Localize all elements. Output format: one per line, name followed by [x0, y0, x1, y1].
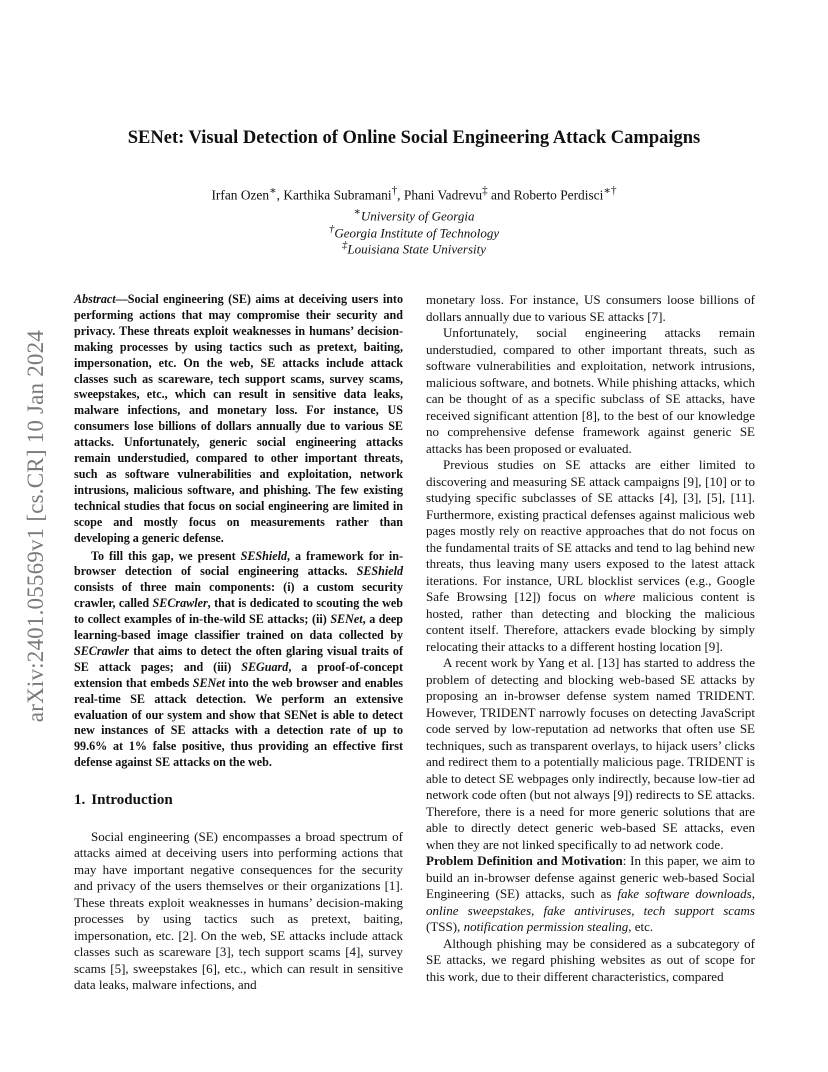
system-name: SECrawler — [152, 596, 208, 611]
section-number: 1. — [74, 792, 86, 809]
right-column — [426, 292, 755, 985]
body-text: , — [531, 902, 544, 918]
body-paragraph: A recent work by Yang et al. [13] has started to address the problem of detecting and blocking web-based SE attacks by proposing an in-browser defense system named TRIDENT. However, TRIDENT narrowly focuses on detecting JavaScript code served by low-reputation ad networks that often use SE techniques, such as transparent overlays, to hijack users’ clicks and redirect them to a potentially malicious page. TRIDENT is able to detect SE webpages only indirectly, because low-tier ad network code often (but not always [9]) redirects to SE attacks. Therefore, there is a need for more generic solutions that are able to directly detect generic web-based SE attacks, even when they are not linked specifically to ad network code. — [426, 655, 755, 852]
section-title: Introduction — [91, 792, 173, 809]
emphasis: fake antiviruses — [543, 902, 632, 918]
abstract-paragraph — [74, 292, 403, 547]
author-name: Irfan Ozen — [211, 187, 270, 203]
abstract-label: Abstract — [74, 292, 116, 306]
affiliation-name: Louisiana State University — [347, 241, 487, 257]
affiliation — [0, 221, 828, 238]
author-name: Roberto Perdisci — [513, 187, 604, 203]
affiliation — [0, 237, 828, 257]
body-paragraph — [426, 853, 755, 936]
paper-title: SENet: Visual Detection of Online Social Engineering Attack Campaigns — [127, 128, 701, 148]
left-column — [74, 292, 403, 994]
body-paragraph — [426, 457, 755, 655]
system-name: SEShield — [356, 564, 403, 579]
section-heading — [74, 792, 403, 809]
affiliation-name: University of Georgia — [360, 208, 475, 224]
author-list: Irfan Ozen∗, Karthika Subramani†, Phani Vadrevu‡ and Roberto Perdisci∗† — [211, 185, 617, 203]
body-text: : In this paper, we aim to build an in-browser defense against generic web-based Social Engineering (SE) attacks, such as — [426, 853, 755, 901]
emphasis: tech support scams — [643, 902, 755, 918]
abstract — [74, 292, 403, 771]
body-paragraph: monetary loss. For instance, US consumers loose billions of dollars annually due to various SE attacks [7]. — [426, 292, 755, 324]
body-paragraph: Although phishing may be considered as a subcategory of SE attacks, we regard phishing websites as out of scope for this work, due to their different characteristics, compared — [426, 935, 755, 984]
abstract-text: To fill this gap, we present — [91, 548, 241, 563]
author-name: Karthika Subramani — [283, 187, 392, 203]
body-text: (TSS), — [426, 919, 464, 934]
abstract-text: —Social engineering (SE) aims at deceiving users into performing actions that may compromise their security and privacy. These threats exploit weaknesses in humans’ decision-making processes by using tactics such as pretext, baiting, impersonation, etc. On the web, SE attacks include attack classes such as scareware, tech support scams, survey scams, sweepstakes, etc., which can result in sensitive data leaks, malware infections, and monetary loss. For instance, US consumers lose billions of dollars annually due to various SE attacks. Unfortunately, generic social engineering attacks remain understudied, compared to other important threats, such as software vulnerabilities and exploitation, network intrusions, malicious software, and phishing. The few existing technical studies that focus on social engineering are limited in scope and mostly focus on measurements rather than developing a generic defense. — [74, 292, 403, 545]
arxiv-sidebar-stamp — [22, 292, 50, 760]
abstract-text: , a proof-of-concept extension that embeds — [74, 659, 403, 690]
affiliation-mark: ∗ — [353, 206, 361, 218]
body-text: , — [631, 902, 644, 918]
author-mark: ∗ — [269, 185, 277, 197]
emphasis: fake software downloads — [617, 886, 752, 901]
body-text: , etc. — [628, 919, 654, 934]
abstract-text: , a deep learning-based image classifier trained on data collected by — [74, 612, 403, 643]
affiliation-mark: † — [328, 222, 335, 235]
author-mark: † — [391, 185, 398, 197]
paragraph-heading: Problem Definition and Motivation — [426, 853, 623, 868]
system-name: SEShield — [240, 548, 288, 563]
affiliation — [0, 204, 828, 224]
author-conjunction: and — [487, 187, 514, 203]
affiliation-list — [0, 204, 828, 257]
abstract-paragraph — [74, 549, 403, 772]
affiliation-name: Georgia Institute of Technology — [334, 224, 500, 240]
emphasis: online sweepstakes — [426, 902, 532, 918]
body-paragraph: Unfortunately, social engineering attacks remain understudied, compared to other important threats, such as software vulnerabilities and exploitation, network intrusions, malicious software, and botnets. While phishing attacks, which can be thought of as a specific subclass of SE attacks, have received significant attention [8], to the best of our knowledge no comprehensive defense framework against generic SE attacks has been proposed or evaluated. — [426, 325, 755, 456]
arxiv-identifier: arXiv:2401.05569v1 [cs.CR] 10 Jan 2024 — [23, 329, 48, 723]
emphasis: where — [603, 589, 636, 604]
abstract-text: consists of three main components: (i) a custom security crawler, called — [74, 580, 403, 611]
emphasis: notification permission stealing — [463, 919, 629, 934]
system-name: SENet — [192, 675, 226, 690]
affiliation-mark: ‡ — [341, 239, 348, 251]
system-name: SENet — [330, 612, 363, 627]
author-mark: ‡ — [482, 185, 488, 197]
body-text: malicious content is hosted, rather than detecting and blocking the malicious content itself. Therefore, attackers evade blocking by simply relocating their attacks to a different hosting location [9]. — [426, 589, 755, 654]
body-text: , — [751, 886, 755, 901]
abstract-text: into the web browser and enables real-time SE attack detection. We perform an extensive evaluation of our system and show that SENet is able to detect new instances of SE attacks with a detection rate of up to 99.6% at 1% false positive, thus providing an effective first defense against SE attacks on the web. — [74, 675, 403, 770]
abstract-text: , a framework for in-browser detection of social engineering attacks. — [74, 548, 403, 579]
abstract-text: , that is dedicated to scouting the web to collect examples of in-the-wild SE attacks; (ii) — [74, 596, 403, 627]
author-mark: ∗† — [603, 185, 617, 197]
body-paragraph: Social engineering (SE) encompasses a broad spectrum of attacks aimed at deceiving users into performing actions that may have important negative consequences for the security and privacy of the users themselves or their organizations [1]. These threats exploit weaknesses in humans’ decision-making processes by using tactics such as pretext, baiting, impersonation, etc. [2]. On the web, SE attacks include attack classes such as scareware [3], tech support scams [4], survey scams [5], sweepstakes [6], etc., which can result in sensitive data leaks, malware infections, and — [74, 828, 403, 993]
author-name: Phani Vadrevu — [403, 187, 483, 203]
abstract-text: that aims to detect the often glaring visual traits of SE attack pages; and (iii) — [74, 643, 403, 674]
system-name: SECrawler — [74, 643, 130, 658]
body-text: Previous studies on SE attacks are either limited to discovering and measuring SE attack campaigns [9], [10] or to studying specific subclasses of SE attacks [4], [3], [5], [11]. Furthermore, existing practical defenses against malicious web pages mostly rely on reactive approaches that do not focus on the fundamental traits of SE attacks and tend to lag behind new threats, thus leaving many users exposed to the latest attack iterations. For instance, URL blocklist services (e.g., Google Safe Browsing [12]) focus on — [426, 457, 755, 604]
system-name: SEGuard — [241, 659, 289, 674]
